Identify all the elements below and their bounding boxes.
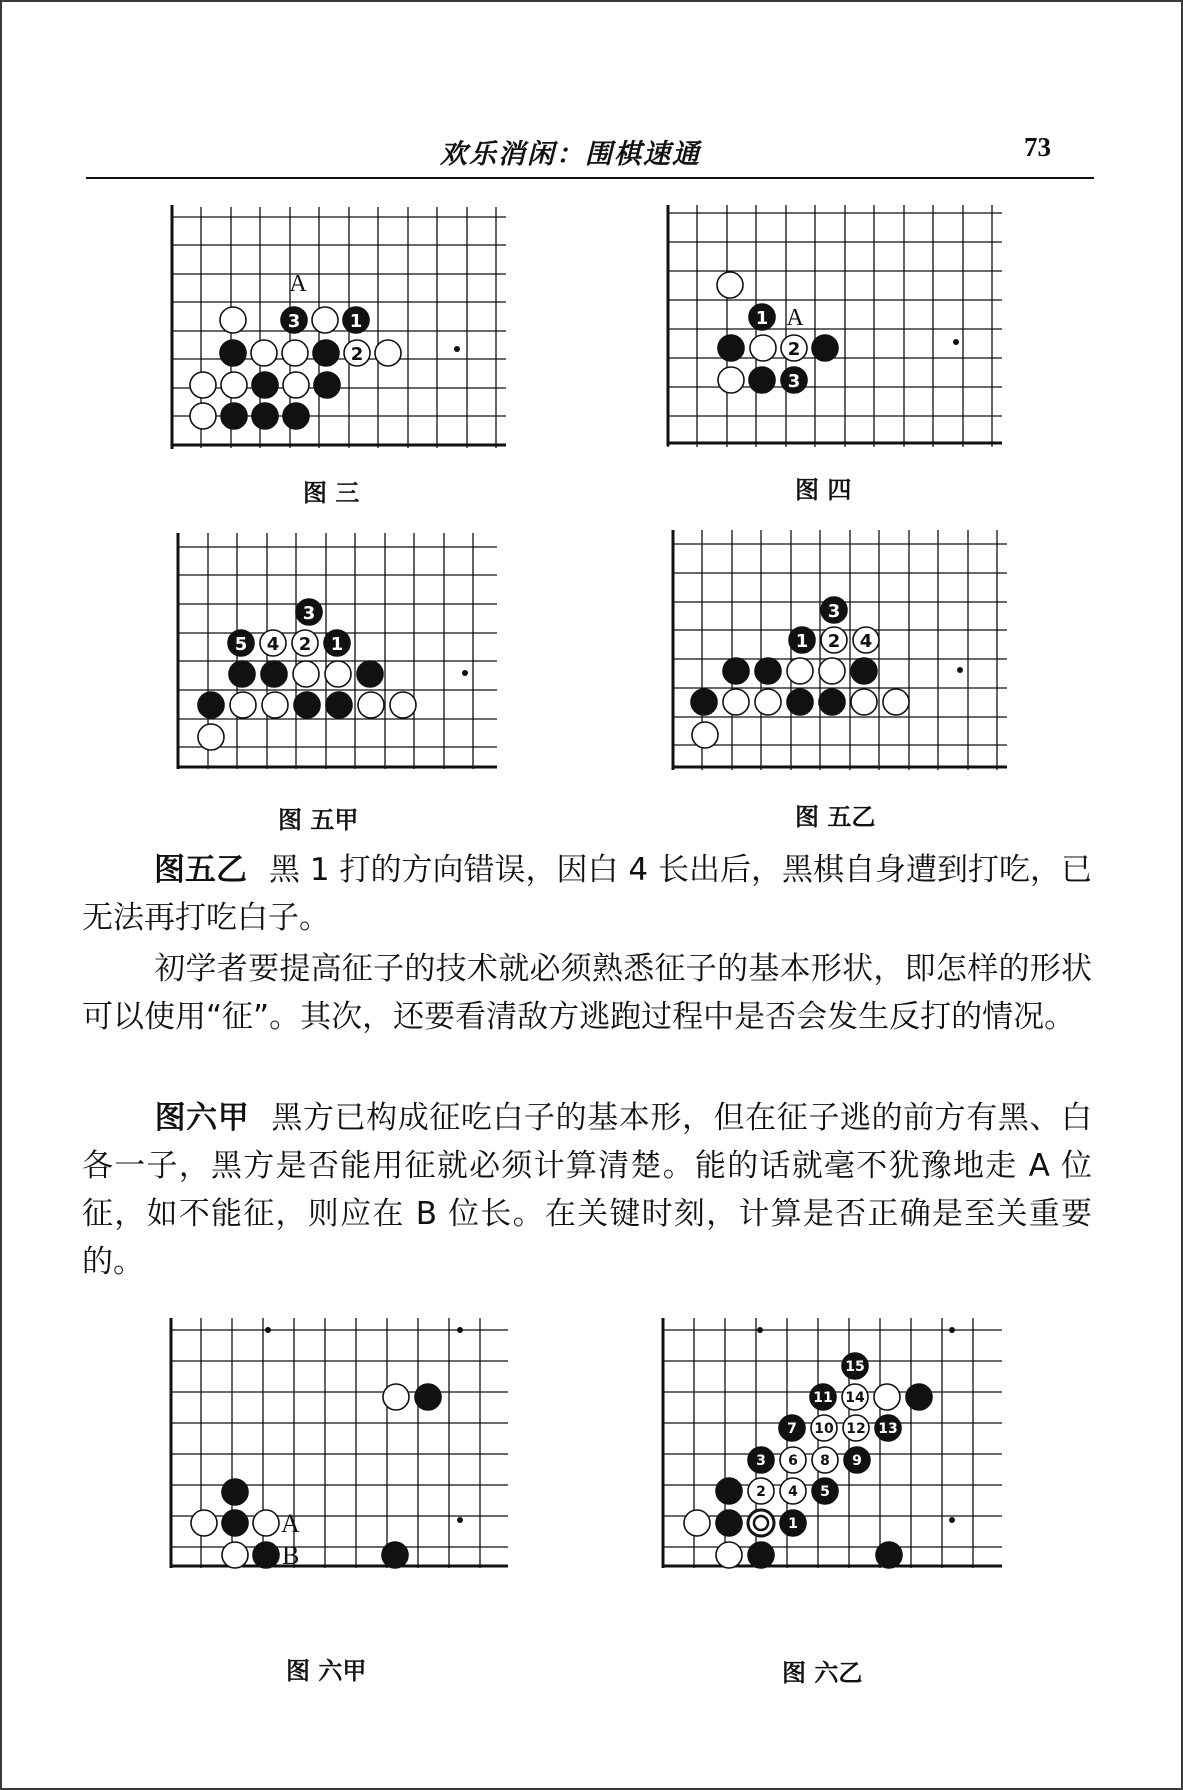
- white-stone: [723, 689, 749, 715]
- black-stone: [326, 692, 352, 718]
- white-stone: [716, 1542, 742, 1568]
- black-stone: [252, 372, 278, 398]
- black-stone: [819, 689, 845, 715]
- black-stone: [198, 692, 224, 718]
- black-stone: [382, 1542, 408, 1568]
- black-stone: [357, 661, 383, 687]
- move-number: 4: [266, 634, 280, 655]
- move-number: 3: [287, 311, 301, 332]
- move-number: 14: [845, 1390, 865, 1406]
- move-number: 1: [755, 308, 769, 329]
- move-number: 3: [756, 1453, 766, 1469]
- move-number: 10: [814, 1421, 834, 1437]
- move-number: 6: [788, 1453, 798, 1469]
- black-stone: [716, 1510, 742, 1536]
- white-stone: [787, 658, 813, 684]
- white-stone: [198, 724, 224, 750]
- move-number: 3: [827, 601, 841, 622]
- black-stone: [755, 658, 781, 684]
- white-stone: [293, 661, 319, 687]
- white-stone: [750, 335, 776, 361]
- white-stone: [383, 1384, 409, 1410]
- white-stone: [221, 372, 247, 398]
- move-number: 7: [787, 1421, 797, 1437]
- move-number: 4: [788, 1484, 798, 1500]
- move-number: 2: [350, 344, 364, 365]
- white-stone: [718, 367, 744, 393]
- go-board-fig3: [170, 205, 510, 455]
- black-stone: [876, 1542, 902, 1568]
- white-stone: [819, 658, 845, 684]
- star-point: [949, 1327, 955, 1333]
- black-stone: [222, 1510, 248, 1536]
- star-point: [757, 1327, 763, 1333]
- black-stone: [716, 1478, 742, 1504]
- move-number: 13: [878, 1421, 898, 1437]
- white-stone: [390, 692, 416, 718]
- move-number: 2: [827, 631, 841, 652]
- black-stone: [283, 403, 309, 429]
- white-stone: [283, 372, 309, 398]
- white-stone: [851, 689, 877, 715]
- move-number: 1: [795, 631, 809, 652]
- go-board-fig5b: [670, 530, 1010, 775]
- running-header-title: 欢乐消闲：围棋速通: [440, 139, 701, 170]
- black-stone: [294, 692, 320, 718]
- board-label: A: [281, 1509, 300, 1538]
- board-label: B: [282, 1541, 300, 1570]
- go-board-fig6a: [168, 1318, 510, 1574]
- white-stone: [251, 340, 277, 366]
- white-stone: [190, 372, 216, 398]
- figure-caption-fig4: 图 四: [795, 476, 852, 504]
- black-stone: [229, 661, 255, 687]
- move-number: 1: [788, 1516, 798, 1532]
- white-stone: [692, 722, 718, 748]
- white-stone: [191, 1510, 217, 1536]
- white-stone: [222, 1542, 248, 1568]
- move-number: 5: [234, 634, 248, 655]
- move-number: 1: [349, 311, 363, 332]
- figure-caption-fig5b: 图 五乙: [795, 803, 876, 831]
- go-board-fig4: [665, 205, 1005, 455]
- paragraph-lead: 图六甲: [154, 1100, 250, 1136]
- star-point: [949, 1517, 955, 1523]
- black-stone: [253, 1542, 279, 1568]
- star-point: [953, 339, 959, 345]
- black-stone: [415, 1384, 441, 1410]
- star-point: [265, 1327, 271, 1333]
- black-stone: [787, 689, 813, 715]
- paragraph-text: 初学者要提高征子的技术就必须熟悉征子的基本形状，即怎样的形状可以使用“征”。其次，还要看清敌方逃跑过程中是否会发生反打的情况。: [82, 951, 1092, 1035]
- move-number: 8: [820, 1453, 830, 1469]
- figure-caption-fig6a: 图 六甲: [286, 1657, 367, 1685]
- move-number: 12: [846, 1421, 866, 1437]
- paragraph-fig6a-explanation: [82, 1094, 1092, 1286]
- move-number: 4: [859, 631, 873, 652]
- black-stone: [313, 340, 339, 366]
- black-stone: [812, 335, 838, 361]
- header-rule: [86, 177, 1094, 179]
- move-number: 2: [298, 634, 312, 655]
- white-stone: [230, 692, 256, 718]
- black-stone: [906, 1384, 932, 1410]
- black-stone: [252, 403, 278, 429]
- white-stone: [717, 272, 743, 298]
- black-stone: [314, 372, 340, 398]
- white-stone: [874, 1384, 900, 1410]
- black-stone: [749, 367, 775, 393]
- star-point: [957, 667, 963, 673]
- white-stone: [253, 1510, 279, 1536]
- figure-caption-fig5a: 图 五甲: [278, 806, 359, 834]
- white-stone: [312, 307, 338, 333]
- paragraph-text: 黑 1 打的方向错误，因白 4 长出后，黑棋自身遭到打吃，已无法再打吃白子。: [82, 852, 1092, 936]
- star-point: [457, 1517, 463, 1523]
- move-number: 11: [813, 1390, 833, 1406]
- white-stone: [375, 340, 401, 366]
- figure-caption-fig6b: 图 六乙: [782, 1659, 863, 1687]
- move-number: 1: [330, 634, 344, 655]
- page-number: 73: [1024, 132, 1051, 162]
- paragraph-ladder-basics: [82, 945, 1092, 1041]
- move-number: 3: [302, 603, 316, 624]
- move-number: 2: [787, 339, 801, 360]
- white-stone: [883, 689, 909, 715]
- white-stone: [748, 1510, 774, 1536]
- black-stone: [691, 689, 717, 715]
- move-number: 2: [756, 1484, 766, 1500]
- black-stone: [851, 658, 877, 684]
- go-board-fig5a: [175, 533, 500, 775]
- paragraph-text: 黑方已构成征吃白子的基本形，但在征子逃的前方有黑、白各一子，黑方是否能用征就必须计算清楚。能的话就毫不犹豫地走 A 位征，如不能征，则应在 B 位长。在关键时刻，计算是否正确是至关重要的。: [82, 1100, 1093, 1280]
- white-stone: [358, 692, 384, 718]
- board-label: A: [289, 271, 307, 297]
- white-stone: [684, 1510, 710, 1536]
- black-stone: [220, 340, 246, 366]
- black-stone: [261, 661, 287, 687]
- paragraph-lead: 图五乙: [154, 852, 248, 888]
- star-point: [454, 346, 460, 352]
- move-number: 15: [845, 1359, 865, 1375]
- paragraph-fig5b-explanation: [82, 846, 1092, 942]
- black-stone: [723, 658, 749, 684]
- black-stone: [718, 335, 744, 361]
- move-number: 9: [852, 1453, 862, 1469]
- white-stone: [190, 403, 216, 429]
- black-stone: [222, 1479, 248, 1505]
- white-stone: [282, 340, 308, 366]
- move-number: 3: [787, 371, 801, 392]
- white-stone: [325, 661, 351, 687]
- black-stone: [221, 403, 247, 429]
- move-number: 5: [820, 1484, 830, 1500]
- white-stone: [262, 692, 288, 718]
- black-stone: [748, 1542, 774, 1568]
- white-stone: [755, 689, 781, 715]
- figure-caption-fig3: 图 三: [303, 479, 360, 507]
- star-point: [457, 1327, 463, 1333]
- go-board-fig6b: [660, 1318, 1005, 1574]
- board-label: A: [786, 305, 804, 331]
- star-point: [462, 670, 468, 676]
- white-stone: [220, 307, 246, 333]
